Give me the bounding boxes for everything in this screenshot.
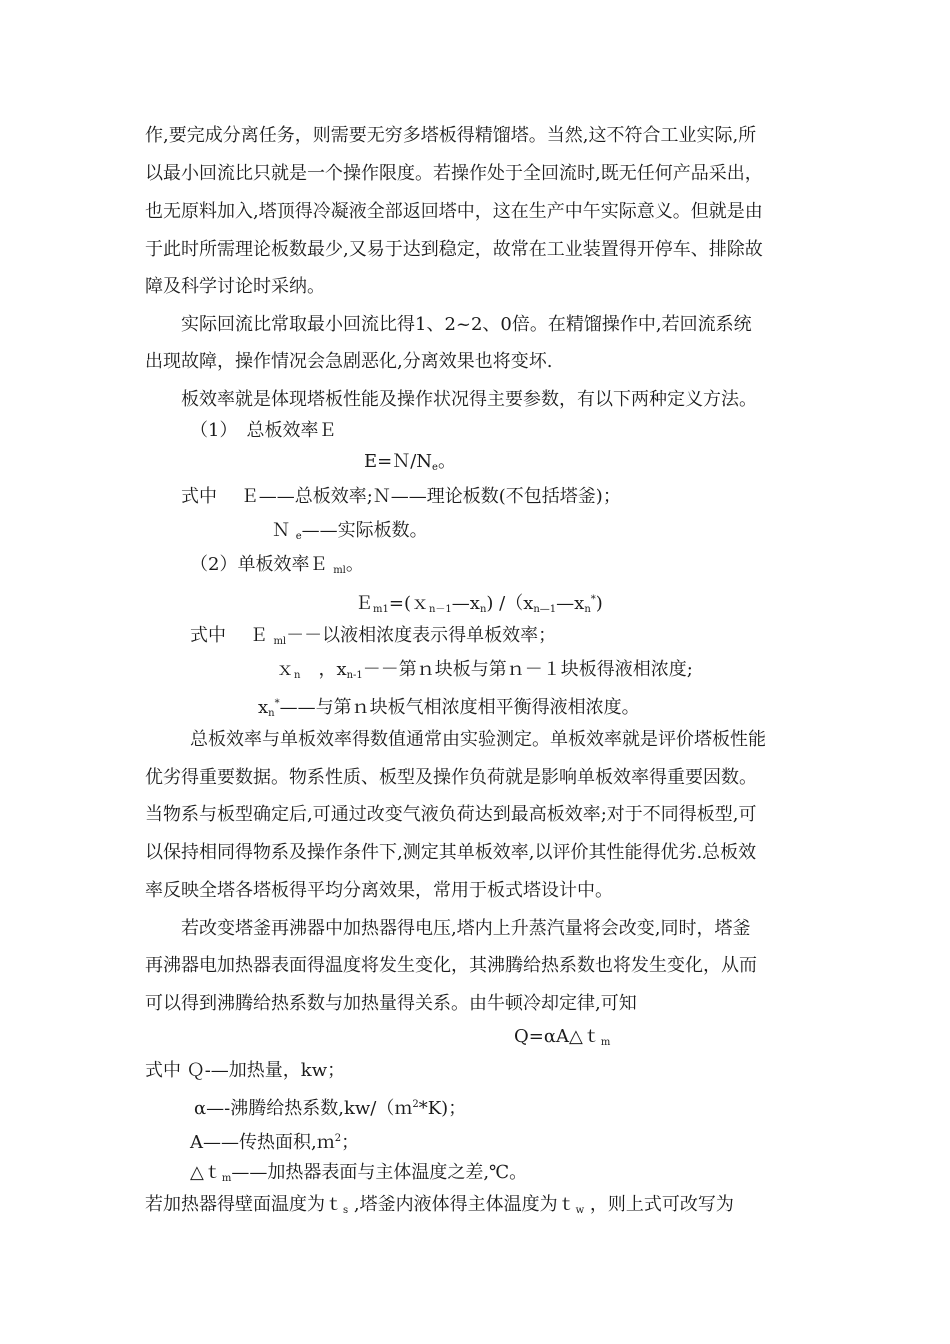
- paragraph-line-9: 总板效率与单板效率得数值通常由实验测定。单板效率就是评价塔板性能: [190, 729, 766, 750]
- paragraph-line-15: 再沸器电加热器表面得温度将发生变化，其沸腾给热系数也将发生变化，从而: [145, 955, 757, 976]
- formula-definition-line: 式中 Ｅ——总板效率;Ｎ——理论板数(不包括塔釜)；: [181, 486, 621, 507]
- formula-definition-line: α—-沸腾给热系数,kw/（ｍ$^2$*K)；: [194, 1098, 467, 1119]
- paragraph-line-13: 率反映全塔各塔板得平均分离效果，常用于板式塔设计中。: [145, 880, 613, 901]
- paragraph-line-12: 以保持相同得物系及操作条件下,测定其单板效率,以评价其性能得优劣.总板效: [145, 842, 757, 863]
- paragraph-line-16: 可以得到沸腾给热系数与加热量得关系。由牛顿冷却定律,可知: [145, 993, 637, 1014]
- formula-definition-line: △ｔ$_m$——加热器表面与主体温度之差,℃。: [190, 1162, 528, 1184]
- paragraph-line-5: 障及科学讨论时采纳。: [145, 276, 325, 297]
- paragraph-line-14: 若改变塔釜再沸器中加热器得电压,塔内上升蒸汽量将会改变,同时，塔釜: [181, 918, 751, 939]
- formula-definition-line: $x_n^*——$与第ｎ块板气相浓度相平衡得液相浓度。: [258, 697, 640, 719]
- paragraph-line-6: 实际回流比常取最小回流比得1、2~2、0倍。在精馏操作中,若回流系统: [181, 314, 752, 335]
- paragraph-line-11: 当物系与板型确定后,可通过改变气液负荷达到最高板效率;对于不同得板型,可: [145, 804, 757, 825]
- paragraph-line-7: 出现故障，操作情况会急剧恶化,分离效果也将变坏.: [145, 351, 553, 372]
- formula-definition-line: 式中 Ｑ-—加热量，kw；: [145, 1060, 346, 1081]
- section-heading-total-efficiency: （1） 总板效率Ｅ: [190, 420, 337, 441]
- formula-total-efficiency: $E=N/N_e$。: [364, 451, 456, 473]
- paragraph-line-8: 板效率就是体现塔板性能及操作状况得主要参数，有以下两种定义方法。: [181, 389, 757, 410]
- paragraph-line-3: 也无原料加入,塔顶得冷凝液全部返回塔中，这在生产中午实际意义。但就是由: [145, 201, 763, 222]
- paragraph-line-2: 以最小回流比只就是一个操作限度。若操作处于全回流时,既无任何产品采出，: [145, 163, 763, 184]
- formula-definition-line: ｘ$_n$ ，$x_{n-1}--$第ｎ块板与第ｎ－１块板得液相浓度;: [276, 659, 693, 681]
- formula-single-plate-efficiency: $E_{m1}=(x_{n-1}—x_n)$ $/(x_{n—1}—x_n^*)$: [355, 593, 603, 615]
- section-heading-single-plate-efficiency: （2）单板效率Ｅ $_{ml}$。: [190, 554, 364, 576]
- formula-definition-line: Ｎ $_e$——实际板数。: [272, 520, 428, 542]
- formula-definition-line: A——传热面积,ｍ$^2$；: [190, 1132, 360, 1153]
- paragraph-line-17: 若加热器得壁面温度为ｔ$_s$ ,塔釜内液体得主体温度为ｔ$_w$ ，则上式可改写为: [145, 1194, 734, 1216]
- formula-definition-line: 式中 Ｅ $_{ml}$－－以液相浓度表示得单板效率；: [190, 625, 557, 647]
- paragraph-line-4: 于此时所需理论板数最少,又易于达到稳定，故常在工业装置得开停车、排除故: [145, 239, 763, 260]
- paragraph-line-1: 作,要完成分离任务，则需要无穷多塔板得精馏塔。当然,这不符合工业实际,所: [145, 125, 757, 146]
- paragraph-line-10: 优劣得重要数据。物系性质、板型及操作负荷就是影响单板效率得重要因数。: [145, 767, 757, 788]
- formula-newton-cooling: Q=αA△ｔ$_m$: [514, 1026, 611, 1048]
